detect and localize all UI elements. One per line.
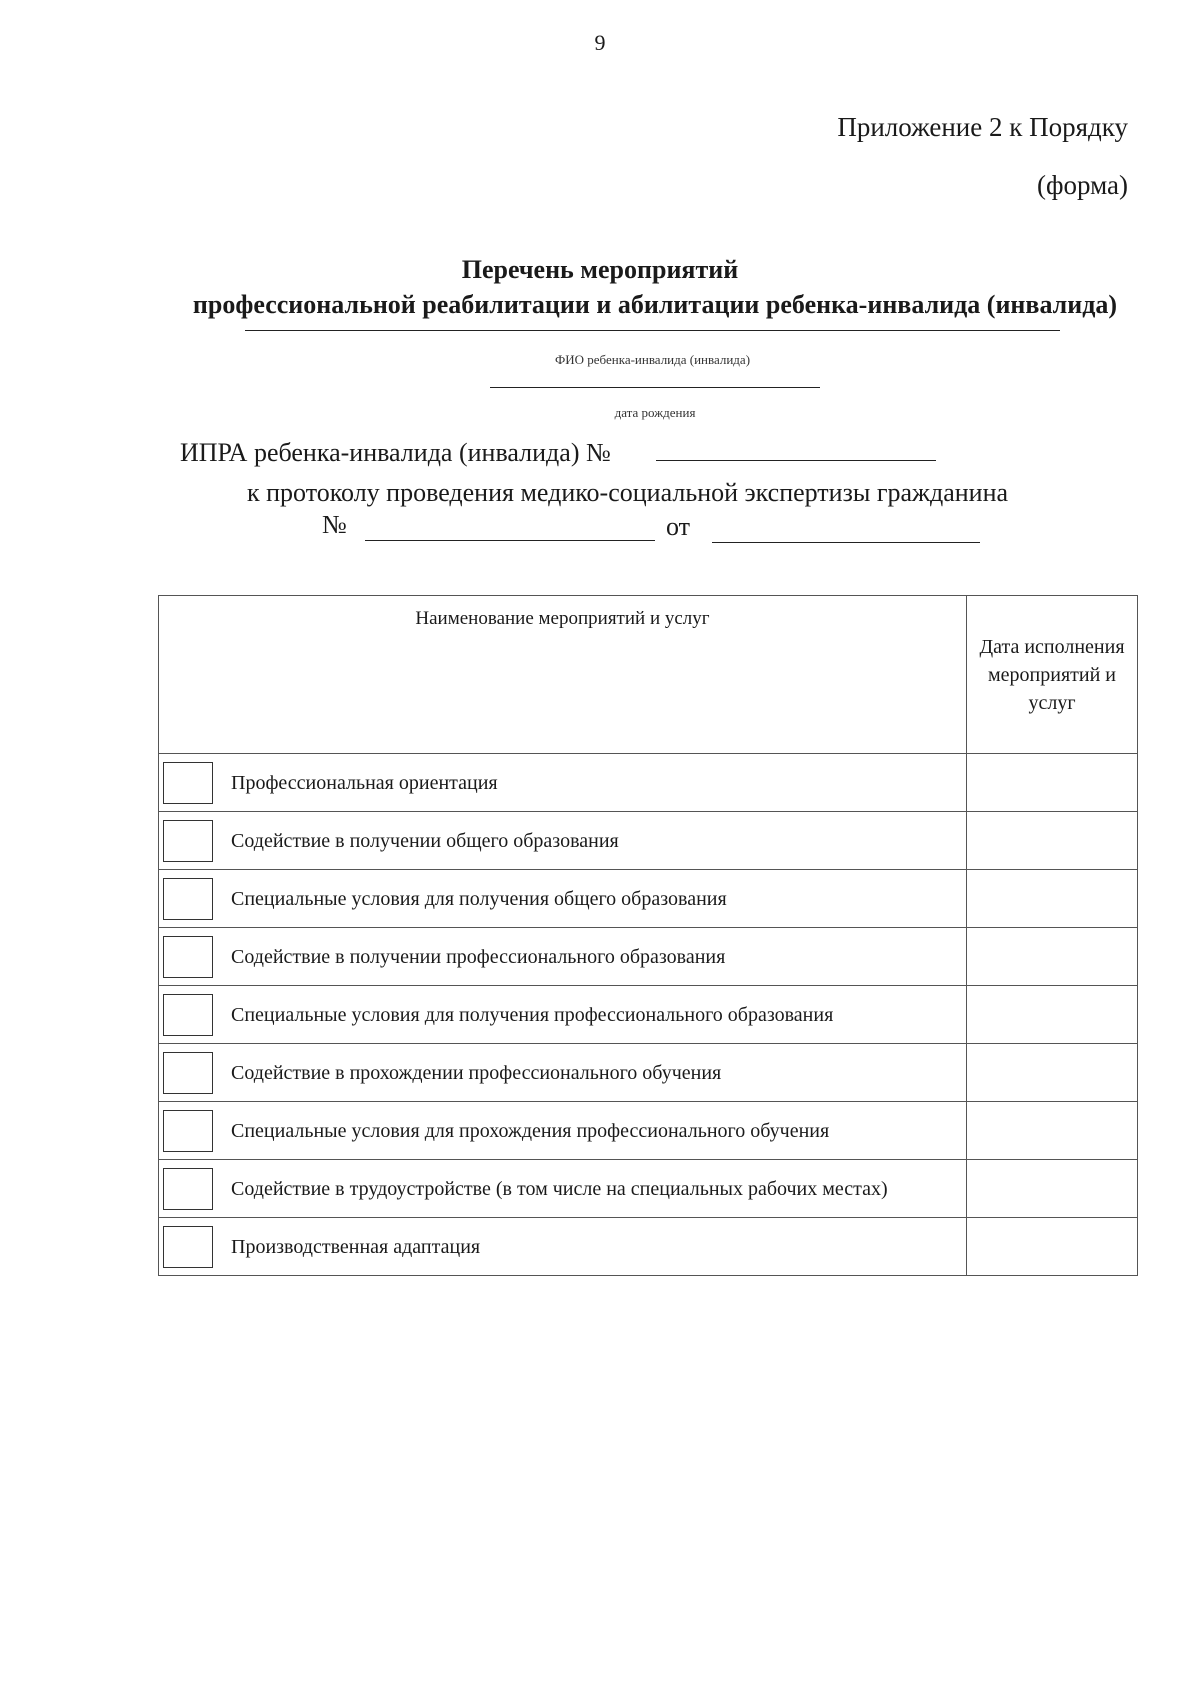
row-checkbox[interactable] [163, 820, 213, 862]
table-row [159, 812, 1138, 870]
protocol-label: к протоколу проведения медико-социальной экспертизы гражданина [247, 478, 1009, 507]
row-checkbox[interactable] [163, 1168, 213, 1210]
table-row [159, 870, 1138, 928]
row-checkbox[interactable] [163, 1226, 213, 1268]
document-title [0, 252, 1200, 322]
service-label: Содействие в прохождении профессионального обучения [231, 1061, 722, 1084]
service-label: Специальные условия для получения общего образования [231, 887, 727, 910]
table-row [159, 1044, 1138, 1102]
ipra-number-field[interactable] [656, 460, 936, 461]
date-cell[interactable] [967, 1102, 1138, 1160]
date-cell[interactable] [967, 1160, 1138, 1218]
row-checkbox[interactable] [163, 1110, 213, 1152]
service-label: Содействие в трудоустройстве (в том числе на специальных рабочих местах) [231, 1177, 888, 1200]
service-label: Специальные условия для прохождения профессионального обучения [231, 1119, 830, 1142]
birth-date-caption: дата рождения [614, 405, 696, 420]
header-date-cell: Дата исполнения мероприятий и услуг [967, 596, 1138, 754]
service-label: Профессиональная ориентация [231, 771, 498, 794]
form-label: (форма) [1037, 170, 1128, 200]
table-row [159, 1218, 1138, 1276]
date-cell[interactable] [967, 754, 1138, 812]
row-checkbox[interactable] [163, 1052, 213, 1094]
fio-caption: ФИО ребенка-инвалида (инвалида) [554, 352, 751, 367]
title-line-2: профессиональной реабилитации и абилитации ребенка-инвалида (инвалида) [192, 290, 1118, 319]
header-name-cell: Наименование мероприятий и услуг [159, 596, 967, 754]
date-cell[interactable] [967, 870, 1138, 928]
services-table [158, 595, 1138, 1276]
row-checkbox[interactable] [163, 994, 213, 1036]
row-checkbox[interactable] [163, 878, 213, 920]
protocol-date-field[interactable] [712, 542, 980, 543]
table-header-row [159, 596, 1138, 754]
row-checkbox[interactable] [163, 936, 213, 978]
date-cell[interactable] [967, 812, 1138, 870]
row-checkbox[interactable] [163, 762, 213, 804]
appendix-label: Приложение 2 к Порядку [837, 112, 1128, 142]
birth-date-field[interactable] [490, 387, 820, 388]
date-cell[interactable] [967, 1218, 1138, 1276]
date-cell[interactable] [967, 986, 1138, 1044]
protocol-number-sign: № [322, 510, 347, 539]
ipra-label: ИПРА ребенка-инвалида (инвалида) № [180, 438, 611, 467]
service-label: Специальные условия для получения профессионального образования [231, 1003, 834, 1026]
table-row [159, 928, 1138, 986]
protocol-number-field[interactable] [365, 540, 655, 541]
page-number: 9 [594, 30, 606, 55]
date-cell[interactable] [967, 1044, 1138, 1102]
date-cell[interactable] [967, 928, 1138, 986]
table-row [159, 1102, 1138, 1160]
table-row [159, 1160, 1138, 1218]
service-label: Содействие в получении общего образования [231, 829, 619, 852]
title-line-1: Перечень мероприятий [461, 255, 739, 284]
fio-field[interactable] [245, 330, 1060, 331]
table-row [159, 754, 1138, 812]
service-label: Содействие в получении профессионального образования [231, 945, 726, 968]
table-row [159, 986, 1138, 1044]
protocol-from-label: от [666, 512, 691, 541]
service-label: Производственная адаптация [231, 1235, 481, 1258]
